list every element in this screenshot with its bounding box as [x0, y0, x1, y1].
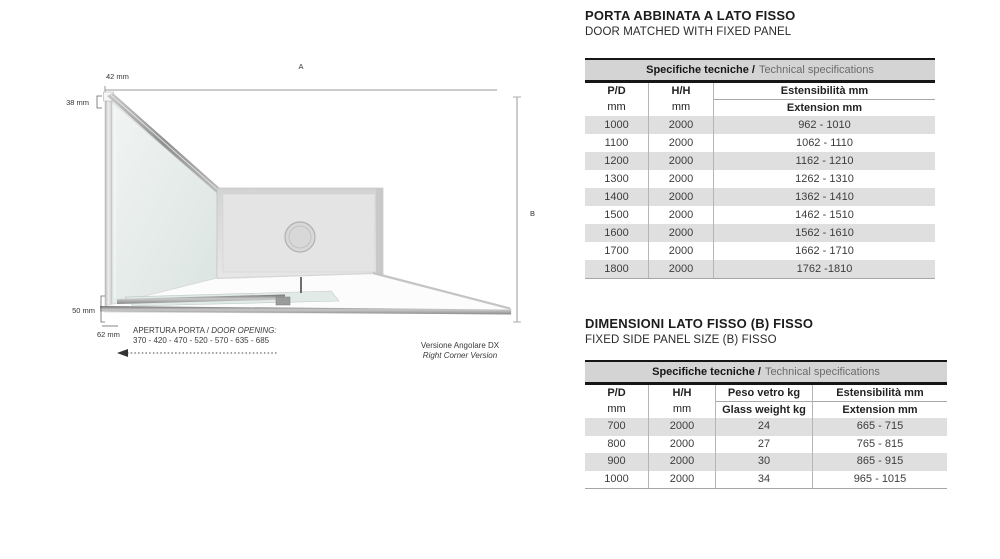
table-row: 1100 2000 1062 - 1110 [585, 134, 935, 152]
table2-header [585, 385, 947, 418]
dimension-62mm [97, 326, 120, 339]
section1-subtitle: DOOR MATCHED WITH FIXED PANEL [585, 26, 792, 38]
door-opening-it: APERTURA PORTA / [133, 326, 210, 335]
door-opening-annotation [117, 326, 277, 357]
dimension-line-a [105, 62, 497, 94]
col-glass-weight: Peso vetro kg Glass weight kg [715, 385, 812, 418]
table2-caption [585, 360, 947, 385]
table-row: 1000 2000 34 965 - 1015 [585, 471, 947, 489]
glass-side-panel [112, 102, 217, 304]
table-row: 1000 2000 962 - 1010 [585, 116, 935, 134]
dim-b-label: B [530, 209, 536, 218]
section2-title: DIMENSIONI LATO FISSO (B) FISSO [585, 316, 814, 331]
col-extension: Estensibilità mm Extension mm [713, 83, 935, 116]
version-caption [421, 341, 500, 360]
col-pd: P/D mm [607, 387, 626, 415]
table1-caption-en: Technical specifications [758, 64, 874, 76]
dim-62mm-label: 62 mm [97, 330, 120, 339]
table-row: 900 2000 30 865 - 915 [585, 453, 947, 471]
dim-38mm-label: 38 mm [66, 98, 89, 107]
table-row: 1300 2000 1262 - 1310 [585, 170, 935, 188]
table1-caption [585, 58, 935, 83]
dim-50mm-label: 50 mm [72, 306, 95, 315]
door-opening-en: DOOR OPENING: [209, 326, 277, 335]
table-row: 1600 2000 1562 - 1610 [585, 224, 935, 242]
door-spec-table [585, 58, 935, 279]
fixed-panel-spec-table [585, 360, 947, 489]
table-row: 1500 2000 1462 - 1510 [585, 206, 935, 224]
version-line2: Right Corner Version [422, 351, 498, 360]
table-row: 800 2000 27 765 - 815 [585, 436, 947, 454]
section-fixed-panel [585, 316, 813, 346]
shower-enclosure-diagram [55, 40, 575, 385]
dim-42mm-label: 42 mm [106, 72, 129, 81]
opening-direction-arrow [117, 349, 277, 357]
dim-a-label: A [298, 62, 304, 71]
section1-title: PORTA ABBINATA A LATO FISSO [585, 8, 796, 23]
table-row: 1800 2000 1762 -1810 [585, 260, 935, 278]
col-pd: P/D mm [607, 85, 626, 113]
version-line1: Versione Angolare DX [420, 341, 500, 350]
col-extension: Estensibilità mm Extension mm [812, 385, 947, 418]
table-row: 1700 2000 1662 - 1710 [585, 242, 935, 260]
col-hh: H/H mm [648, 385, 715, 418]
dimension-38mm [66, 96, 102, 108]
table2-caption-en: Technical specifications [764, 366, 880, 378]
table-row: 1200 2000 1162 - 1210 [585, 152, 935, 170]
svg-text:APERTURA PORTA / DOOR OPENING: [133, 326, 277, 335]
table-row: 700 2000 24 665 - 715 [585, 418, 947, 436]
table1-caption-it: Specifiche tecniche / [646, 64, 755, 76]
table2-caption-it: Specifiche tecniche / [652, 366, 761, 378]
dimension-line-b [513, 97, 535, 322]
door-opening-values: 370 - 420 - 470 - 520 - 570 - 635 - 685 [133, 336, 270, 345]
table2-body [585, 418, 947, 489]
door-roller [276, 297, 290, 305]
col-hh: H/H mm [648, 83, 713, 116]
table1-body [585, 116, 935, 279]
table1-header [585, 83, 935, 116]
section-door-matched [585, 8, 796, 38]
section2-subtitle: FIXED SIDE PANEL SIZE (B) FISSO [585, 334, 777, 346]
fixed-back-panel [217, 188, 383, 278]
table-row: 1400 2000 1362 - 1410 [585, 188, 935, 206]
